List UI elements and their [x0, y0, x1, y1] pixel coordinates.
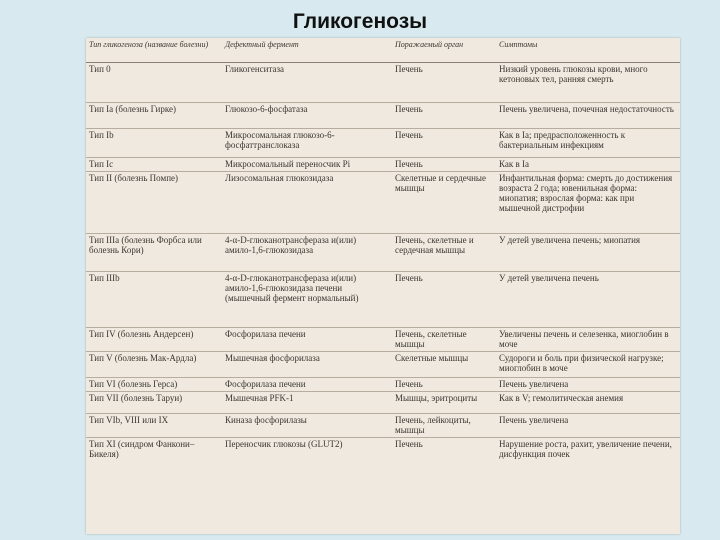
table-row [86, 272, 680, 328]
cell-organ: Печень, лейкоциты, мышцы [392, 414, 496, 438]
table-row [86, 378, 680, 392]
table-row [86, 328, 680, 352]
table-row [86, 63, 680, 103]
cell-symptoms: Как в Ia [496, 158, 680, 172]
table-row [86, 172, 680, 234]
cell-enzyme: Глюкозо-6-фосфатаза [222, 103, 392, 129]
cell-type: Тип VII (болезнь Таруи) [86, 392, 222, 414]
cell-symptoms: У детей увеличена печень; миопатия [496, 234, 680, 272]
cell-type: Тип IIIb [86, 272, 222, 328]
cell-symptoms: Печень увеличена [496, 378, 680, 392]
cell-enzyme: Лизосомальная глюкозидаза [222, 172, 392, 234]
table-row [86, 129, 680, 158]
cell-type: Тип Ib [86, 129, 222, 158]
cell-organ: Печень [392, 378, 496, 392]
cell-organ: Печень, скелетные мышцы [392, 328, 496, 352]
cell-organ: Печень, скелетные и сердечная мышцы [392, 234, 496, 272]
cell-organ: Скелетные и сердечные мышцы [392, 172, 496, 234]
cell-symptoms: Как в Ia; предрасположенность к бактериальным инфекциям [496, 129, 680, 158]
cell-organ: Печень [392, 272, 496, 328]
table-row [86, 414, 680, 438]
cell-enzyme: Мышечная PFK-1 [222, 392, 392, 414]
cell-organ: Скелетные мышцы [392, 352, 496, 378]
cell-organ: Печень [392, 63, 496, 103]
cell-enzyme: Переносчик глюкозы (GLUT2) [222, 438, 392, 482]
cell-type: Тип Ic [86, 158, 222, 172]
table-row [86, 158, 680, 172]
cell-type: Тип VI (болезнь Герса) [86, 378, 222, 392]
cell-type: Тип II (болезнь Помпе) [86, 172, 222, 234]
table-header-row [86, 38, 680, 63]
cell-symptoms: Низкий уровень глюкозы крови, много кетоновых тел, ранняя смерть [496, 63, 680, 103]
cell-type: Тип 0 [86, 63, 222, 103]
cell-organ: Печень [392, 158, 496, 172]
cell-organ: Печень [392, 129, 496, 158]
cell-symptoms: Судороги и боль при физической нагрузке; миоглобин в моче [496, 352, 680, 378]
cell-type: Тип V (болезнь Мак-Ардла) [86, 352, 222, 378]
cell-organ: Печень [392, 103, 496, 129]
cell-type: Тип Ia (болезнь Гирке) [86, 103, 222, 129]
cell-organ: Мышцы, эритроциты [392, 392, 496, 414]
cell-enzyme: Фосфорилаза печени [222, 378, 392, 392]
cell-symptoms: У детей увеличена печень [496, 272, 680, 328]
cell-enzyme: Микросомальная глюкозо-6-фосфаттранслоказа [222, 129, 392, 158]
cell-enzyme: Микросомальный переносчик Pi [222, 158, 392, 172]
table-row [86, 352, 680, 378]
header-type: Тип гликогеноза (название болезни) [86, 38, 222, 63]
cell-type: Тип IV (болезнь Андерсен) [86, 328, 222, 352]
cell-organ: Печень [392, 438, 496, 482]
cell-symptoms: Нарушение роста, рахит, увеличение печени, дисфункция почек [496, 438, 680, 482]
cell-enzyme: Фосфорилаза печени [222, 328, 392, 352]
cell-symptoms: Печень увеличена, почечная недостаточность [496, 103, 680, 129]
scanned-table-image [86, 38, 680, 534]
header-symptoms: Симптомы [496, 38, 680, 63]
header-organ: Поражаемый орган [392, 38, 496, 63]
cell-type: Тип VIb, VIII или IX [86, 414, 222, 438]
header-enzyme: Дефектный фермент [222, 38, 392, 63]
cell-enzyme: 4-α-D-глюканотрансфераза и(или) амило-1,6-глюкозидаза [222, 234, 392, 272]
table-row [86, 392, 680, 414]
cell-type: Тип XI (синдром Фанкони–Бикеля) [86, 438, 222, 482]
cell-enzyme: 4-α-D-глюканотрансфераза и(или) амило-1,6-глюкозидаза печени (мышечный фермент нормальный) [222, 272, 392, 328]
table-row [86, 234, 680, 272]
cell-enzyme: Гликогенситаза [222, 63, 392, 103]
cell-enzyme: Мышечная фосфорилаза [222, 352, 392, 378]
cell-symptoms: Печень увеличена [496, 414, 680, 438]
slide-title: Гликогенозы [292, 10, 428, 33]
cell-symptoms: Инфантильная форма: смерть до достижения возраста 2 года; ювенильная форма: миопатия; взрослая форма: как при мышечной дистрофии [496, 172, 680, 234]
cell-type: Тип IIIa (болезнь Форбса или болезнь Кори) [86, 234, 222, 272]
cell-symptoms: Увеличены печень и селезенка, миоглобин в моче [496, 328, 680, 352]
cell-enzyme: Киназа фосфорилазы [222, 414, 392, 438]
table-row [86, 438, 680, 482]
table-row [86, 103, 680, 129]
glycogenoses-table [86, 38, 680, 481]
cell-symptoms: Как в V; гемолитическая анемия [496, 392, 680, 414]
